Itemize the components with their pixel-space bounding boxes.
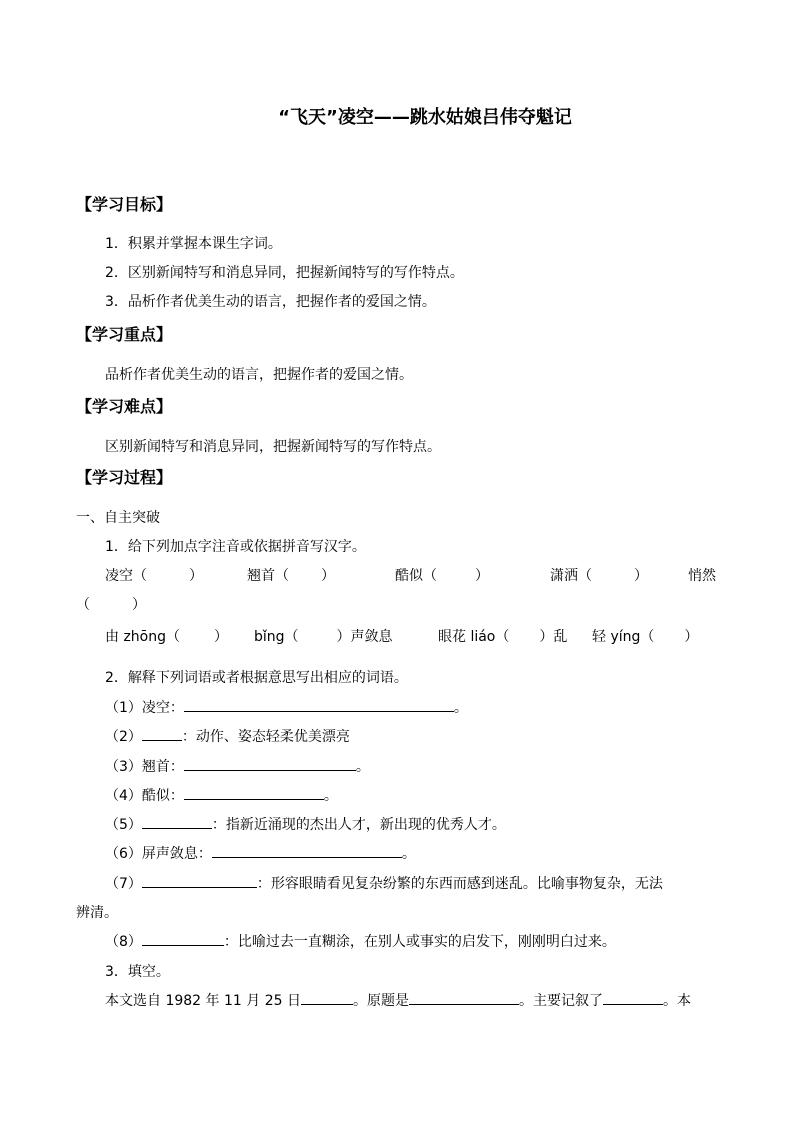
- pinyin-item: 由 zhōng（ ）: [105, 629, 228, 645]
- key-text: 品析作者优美生动的语言，把握作者的爱国之情。: [105, 367, 413, 383]
- definition-item: （1）凌空： 。: [105, 697, 468, 717]
- answer-blank[interactable]: [142, 873, 257, 888]
- answer-blank[interactable]: [184, 785, 324, 800]
- answer-blank[interactable]: [301, 990, 353, 1005]
- definition-item: （3）翘首： 。: [105, 756, 370, 776]
- difficult-text: 区别新闻特写和消息异同，把握新闻特写的写作特点。: [105, 439, 441, 455]
- definition-item: （2） ：动作、姿态轻柔优美漂亮: [105, 726, 350, 746]
- pinyin-item: 翘首（ ）: [247, 568, 335, 584]
- part-heading: 一、自主突破: [76, 510, 160, 526]
- definition-item: （4）酷似： 。: [105, 785, 338, 805]
- question-2-prompt: 2．解释下列词语或者根据意思写出相应的词语。: [105, 670, 408, 686]
- definition-item: （5） ：指新近涌现的杰出人才，新出现的优秀人才。: [105, 814, 506, 834]
- answer-blank[interactable]: [603, 990, 663, 1005]
- definition-item: （6）屏声敛息： 。: [105, 843, 416, 863]
- question-3-prompt: 3．填空。: [105, 964, 170, 980]
- answer-blank[interactable]: [212, 843, 402, 858]
- definition-item: （8） ：比喻过去一直糊涂，在别人或事实的启发下，刚刚明白过来。: [105, 931, 616, 951]
- pinyin-item: 凌空（ ）: [105, 568, 203, 584]
- pinyin-item: bǐng（ ）声敛息: [254, 629, 393, 645]
- pinyin-item: 眼花 liáo（ ）乱: [438, 629, 568, 645]
- question-1-prompt: 1．给下列加点字注音或依据拼音写汉字。: [105, 539, 366, 555]
- section-heading-process: 【学习过程】: [76, 468, 173, 487]
- fill-in-line: 本文选自 1982 年 11 月 25 日 。原题是 。主要记叙了 。本: [105, 990, 691, 1010]
- page-title: “飞天”凌空——跳水姑娘吕伟夺魁记: [278, 107, 572, 128]
- section-heading-goals: 【学习目标】: [76, 195, 173, 214]
- section-heading-key: 【学习重点】: [76, 325, 173, 344]
- answer-blank[interactable]: [142, 726, 182, 741]
- pinyin-item: 潇洒（ ）: [550, 568, 648, 584]
- pinyin-item: 轻 yíng（ ）: [592, 629, 699, 645]
- definition-item: （7） ：形容眼睛看见复杂纷繁的东西而感到迷乱。比喻事物复杂，无法: [105, 873, 663, 893]
- pinyin-item: 悄然: [688, 568, 716, 584]
- answer-blank[interactable]: [184, 756, 356, 771]
- goal-item: 1．积累并掌握本课生字词。: [105, 236, 282, 252]
- goal-item: 3．品析作者优美生动的语言，把握作者的爱国之情。: [105, 294, 436, 310]
- pinyin-item: 酷似（ ）: [395, 568, 489, 584]
- section-heading-difficult: 【学习难点】: [76, 397, 173, 416]
- definition-item-wrap: 辨清。: [76, 905, 118, 921]
- pinyin-item-wrap: （ ）: [76, 597, 146, 613]
- answer-blank[interactable]: [409, 990, 519, 1005]
- answer-blank[interactable]: [142, 814, 212, 829]
- goal-item: 2．区别新闻特写和消息异同，把握新闻特写的写作特点。: [105, 265, 464, 281]
- answer-blank[interactable]: [142, 931, 224, 946]
- answer-blank[interactable]: [184, 697, 454, 712]
